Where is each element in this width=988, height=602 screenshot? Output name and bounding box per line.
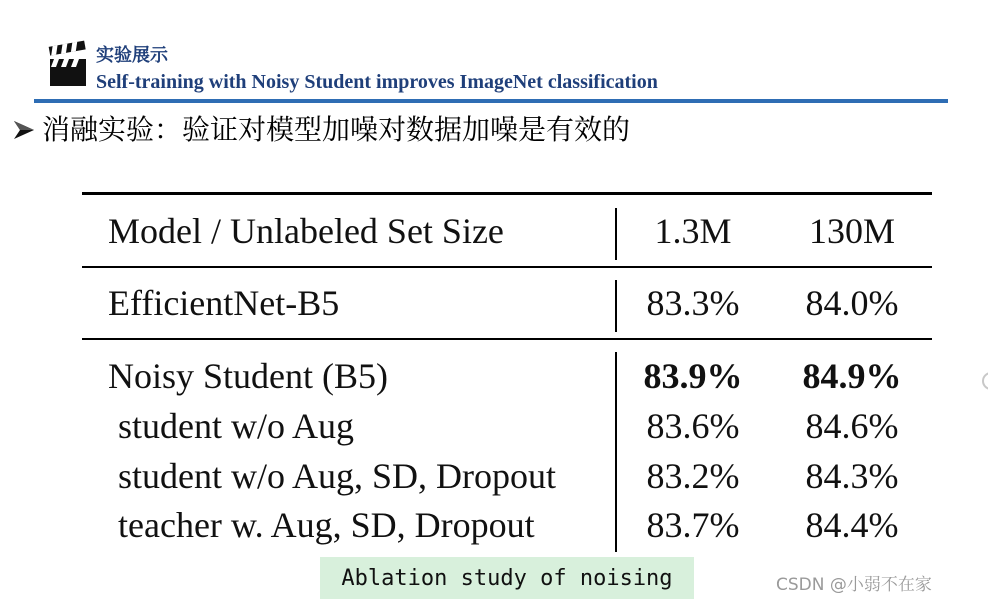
header-col-1: 1.3M xyxy=(654,211,732,251)
bullet-text: 消融实验：验证对模型加噪对数据加噪是有效的 xyxy=(42,113,631,146)
results-table xyxy=(82,188,932,556)
table-row-col-1: 83.6% xyxy=(646,406,740,446)
clapperboard-icon xyxy=(48,40,88,88)
table-row-col-2: 84.9% xyxy=(802,356,902,396)
baseline-col-1: 83.3% xyxy=(646,283,740,323)
header-divider xyxy=(34,99,948,103)
column-divider xyxy=(615,208,617,260)
column-divider xyxy=(615,352,617,552)
table-header-rule xyxy=(82,266,932,268)
baseline-col-2: 84.0% xyxy=(805,283,899,323)
table-row-col-2: 84.6% xyxy=(805,406,899,446)
table-row-col-2: 84.3% xyxy=(805,456,899,496)
table-row-label: student w/o Aug, SD, Dropout xyxy=(118,456,557,496)
slide-header xyxy=(0,0,988,110)
table-row-label: Noisy Student (B5) xyxy=(108,356,389,396)
bullet-point xyxy=(12,110,630,150)
table-row-col-2: 84.4% xyxy=(805,505,899,545)
table-section-rule xyxy=(82,338,932,340)
arrow-bullet-icon xyxy=(12,119,36,141)
table-top-rule xyxy=(82,192,932,195)
table-row-col-1: 83.9% xyxy=(643,356,743,396)
table-row-label: teacher w. Aug, SD, Dropout xyxy=(118,505,535,545)
table-row-col-1: 83.7% xyxy=(646,505,740,545)
table-row-label: student w/o Aug xyxy=(118,406,355,446)
column-divider xyxy=(615,280,617,332)
table-caption: Ablation study of noising xyxy=(320,557,694,599)
watermark: CSDN @小弱不在家 xyxy=(776,575,932,595)
header-col-2: 130M xyxy=(808,211,895,251)
edge-circle-icon xyxy=(982,372,988,390)
baseline-label: EfficientNet-B5 xyxy=(108,283,340,323)
header-model-label: Model / Unlabeled Set Size xyxy=(108,211,504,251)
table-row-col-1: 83.2% xyxy=(646,456,740,496)
paper-title: Self-training with Noisy Student improves ImageNet classification xyxy=(96,71,658,93)
section-title: 实验展示 xyxy=(96,45,168,66)
